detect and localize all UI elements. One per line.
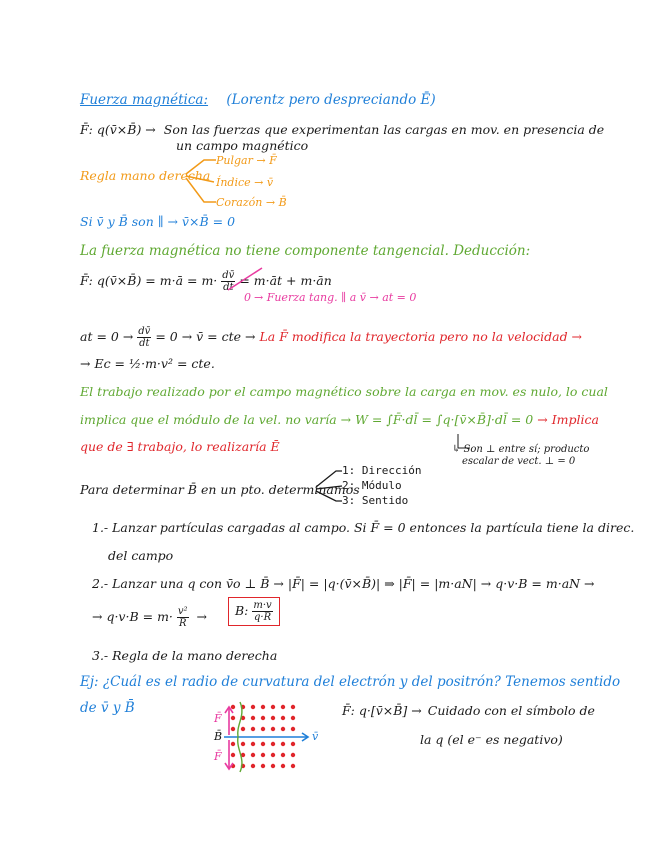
- title-main: Fuerza magnética:: [80, 92, 209, 108]
- lorentz-formula: F̄: q(v̄×B̄) →: [80, 122, 156, 137]
- step-3: 3.- Regla de la mano derecha: [92, 648, 278, 663]
- determine-text: Para determinar B̄ en un pto. determinamos: [80, 482, 360, 497]
- tangential-eq-end: = m·āt + m·ān: [239, 273, 332, 288]
- work-note-hook: [458, 434, 470, 448]
- step-2-line-1: 2.- Lanzar una q con v̄o ⊥ B̄ → |F̄| = |q·(v̄×B̄)| ⇒ |F̄| = |m·aN| → q·v·B = m·aN →: [92, 576, 595, 591]
- rule-item-thumb: Pulgar → F̄: [216, 154, 277, 167]
- work-line-3: que de ∃ trabajo, lo realizaría Ē: [80, 439, 280, 454]
- determine-item-direction: 1: Dirección: [342, 464, 422, 477]
- tangential-strike: [228, 268, 262, 290]
- work-line-1: El trabajo realizado por el campo magnético sobre la carga en mov. es nulo, lo cual: [80, 384, 608, 399]
- example-warn-2: la q (el e⁻ es negativo): [420, 732, 563, 747]
- step-1-line-1: 1.- Lanzar partículas cargadas al campo. Si F̄ = 0 entonces la partícula tiene la direc.: [92, 520, 635, 535]
- title-sub: (Lorentz pero despreciando Ē): [226, 92, 436, 108]
- example-line-2: de v̄ y B̄: [80, 700, 135, 716]
- determine-brace-mid: [316, 486, 342, 489]
- kinetic-energy-line: → Ec = ½·m·v² = cte.: [80, 356, 215, 371]
- determine-brace-top: [316, 471, 342, 487]
- tangential-heading: La fuerza magnética no tiene componente tangencial. Deducción:: [80, 243, 531, 259]
- tangential-eq-start: F̄: q(v̄×B̄) = m·ā = m·: [80, 273, 218, 288]
- parallel-line: Si v̄ y B̄ son ∥ → v̄×B̄ = 0: [80, 214, 236, 229]
- example-line-1: Ej: ¿Cuál es el radio de curvatura del electrón y del positrón? Tenemos sentido: [80, 674, 621, 690]
- tangential-frac-num: dv̄: [222, 270, 235, 281]
- consequence-red-text: La F̄ modifica la trayectoria pero no la velocidad →: [259, 329, 583, 344]
- work-note-2: escalar de vect. ⊥ = 0: [462, 456, 576, 467]
- step-2-line-2: → q·v·B = m· $\frac{\text{v²}}{R}$ →: [92, 606, 208, 629]
- work-note-1: ↳ Son ⊥ entre sí; producto: [452, 444, 590, 455]
- consequence-eq-end: = 0 → v̄ = cte →: [155, 329, 256, 344]
- diagram-field-label: B̄: [214, 730, 223, 743]
- example-warn-1: Cuidado con el símbolo de: [427, 703, 595, 718]
- consequence-frac-den: dt: [139, 338, 150, 349]
- rule-item-index: Índice → v̄: [216, 176, 274, 189]
- lorentz-text-2: un campo magnético: [176, 138, 309, 153]
- diagram-force-bottom-label: F̄: [214, 750, 222, 763]
- box-prefix: B:: [235, 603, 249, 618]
- tangential-zero: 0: [244, 291, 251, 304]
- tangential-note: → Fuerza tang. ∥ a v̄ → at = 0: [254, 291, 417, 304]
- right-hand-rule-label: Regla mano derecha: [80, 168, 211, 183]
- tangential-frac-den: dt: [223, 282, 234, 293]
- box-frac-num: m·v: [253, 600, 272, 611]
- step-2-eq: → q·v·B = m·: [92, 609, 173, 624]
- consequence-eq: at = 0 →: [80, 329, 134, 344]
- rule-brace-top: [186, 160, 216, 174]
- trajectory-up: [238, 702, 242, 737]
- determine-item-sense: 3: Sentido: [342, 494, 409, 507]
- box-frac-den: q·R: [253, 612, 272, 623]
- lorentz-text-1: Son las fuerzas que experimentan las cargas en mov. en presencia de: [163, 122, 605, 137]
- step-2-frac-den: R: [178, 618, 187, 629]
- step-1-line-2: del campo: [108, 548, 174, 563]
- determine-brace-bottom: [316, 491, 342, 501]
- consequence-frac-num: dv̄: [138, 326, 151, 337]
- determine-item-module: 2: Módulo: [342, 479, 402, 492]
- work-line-2-text: implica que el módulo de la vel. no varía → W = ∫F̄·dl̄ = ∫q·[v̄×B̄]·dl̄ = 0: [80, 412, 534, 427]
- diagram-velocity-label: v̄: [312, 730, 319, 743]
- rule-item-middle: Corazón → B̄: [216, 196, 287, 209]
- rule-brace-mid: [186, 176, 214, 182]
- example-formula-text: F̄: q·[v̄×B̄] →: [342, 703, 422, 718]
- diagram-force-top-label: F̄: [214, 712, 222, 725]
- step-2-frac-num: v²: [177, 606, 188, 617]
- work-line-2-red: → Implica: [537, 412, 599, 427]
